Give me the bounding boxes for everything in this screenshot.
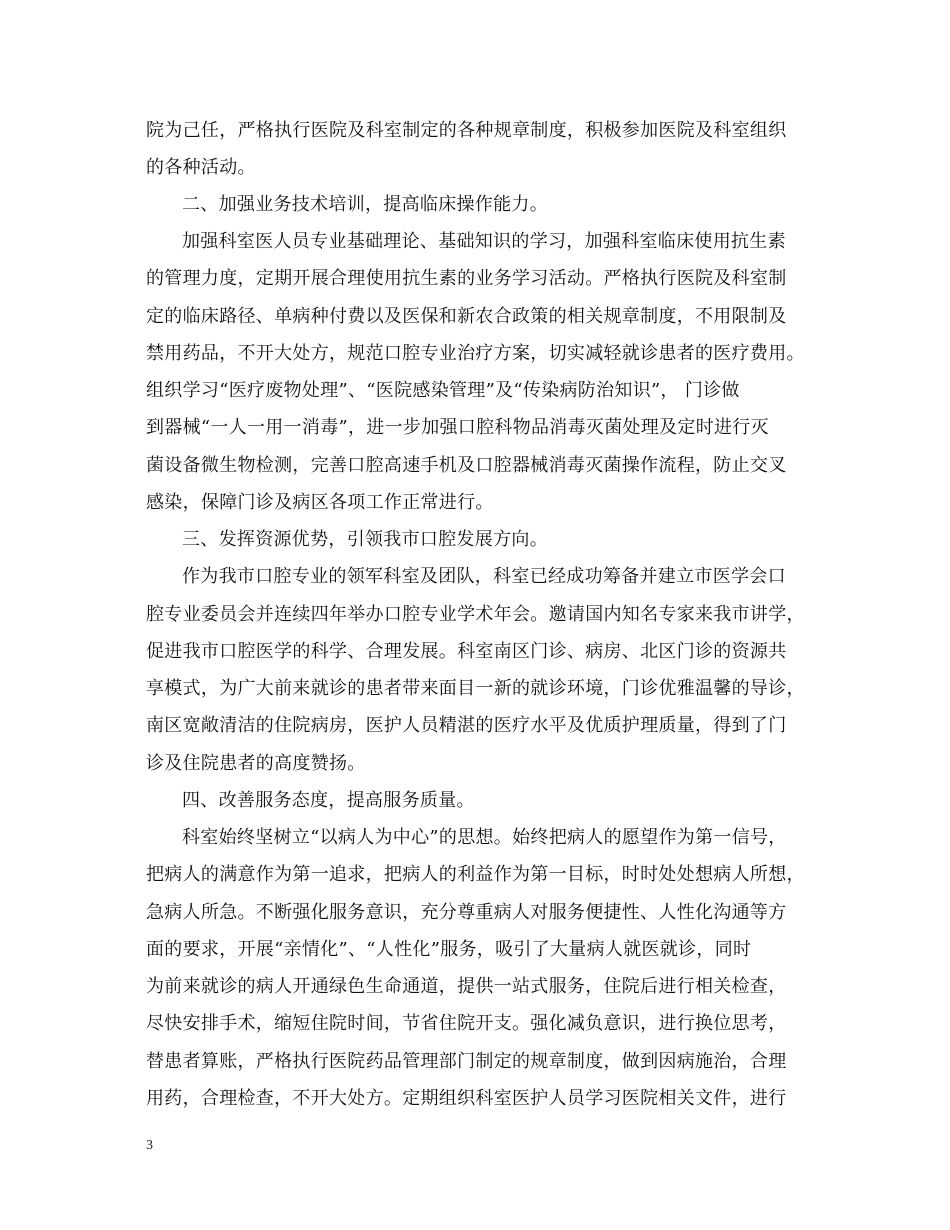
text-line: 尽快安排手术，缩短住院时间，节省住院开支。强化减负意识，进行换位思考， [146,1013,787,1034]
text-line: 科室始终坚树立“以病人为中心”的思想。始终把病人的愿望作为第一信号， [182,827,787,848]
text-line: 腔专业委员会并连续四年举办口腔专业学术年会。邀请国内知名专家来我市讲学， [146,604,805,625]
text-line: 加强科室医人员专业基础理论、基础知识的学习，加强科室临床使用抗生素 [182,231,786,252]
text-line: 组织学习“医疗废物处理”、“医院感染管理”及“传染病防治知识”， 门诊做 [146,380,740,401]
page-number: 3 [146,1138,153,1153]
text-line: 把病人的满意作为第一追求，把病人的利益作为第一目标，时时处处想病人所想， [146,864,805,885]
text-line: 急病人所急。不断强化服务意识，充分尊重病人对服务便捷性、人性化沟通等方 [146,902,787,923]
text-line: 作为我市口腔专业的领军科室及团队，科室已经成功筹备并建立市医学会口 [182,566,786,587]
text-line: 为前来就诊的病人开通绿色生命通道，提供一站式服务，住院后进行相关检查， [146,976,787,997]
section-heading: 三、发挥资源优势，引领我市口腔发展方向。 [182,529,548,550]
text-line: 定的临床路径、单病种付费以及医保和新农合政策的相关规章制度，不用限制及 [146,306,787,327]
text-line: 禁用药品，不开大处方，规范口腔专业治疗方案，切实减轻就诊患者的医疗费用。 [146,343,805,364]
text-line: 诊及住院患者的高度赞扬。 [146,753,366,774]
text-line: 感染，保障门诊及病区各项工作正常进行。 [146,492,494,513]
text-line: 的各种活动。 [146,157,256,178]
text-line: 菌设备微生物检测，完善口腔高速手机及口腔器械消毒灭菌操作流程，防止交叉 [146,455,787,476]
text-line: 院为己任，严格执行医院及科室制定的各种规章制度，积极参加医院及科室组织 [146,120,787,141]
text-line: 面的要求，开展“亲情化”、“人性化”服务，吸引了大量病人就医就诊，同时 [146,939,752,960]
text-line: 促进我市口腔医学的科学、合理发展。科室南区门诊、病房、北区门诊的资源共 [146,641,787,662]
section-heading: 四、改善服务态度，提高服务质量。 [182,790,475,811]
text-line: 替患者算账，严格执行医院药品管理部门制定的规章制度，做到因病施治，合理 [146,1051,787,1072]
text-line: 南区宽敞清洁的住院病房，医护人员精湛的医疗水平及优质护理质量，得到了门 [146,715,787,736]
text-line: 到器械“一人一用一消毒”，进一步加强口腔科物品消毒灭菌处理及定时进行灭 [146,417,769,438]
section-heading: 二、加强业务技术培训，提高临床操作能力。 [182,194,548,215]
text-line: 享模式，为广大前来就诊的患者带来面目一新的就诊环境，门诊优雅温馨的导诊， [146,678,805,699]
text-line: 用药，合理检查，不开大处方。定期组织科室医护人员学习医院相关文件，进行 [146,1088,787,1109]
text-line: 的管理力度，定期开展合理使用抗生素的业务学习活动。严格执行医院及科室制 [146,268,787,289]
